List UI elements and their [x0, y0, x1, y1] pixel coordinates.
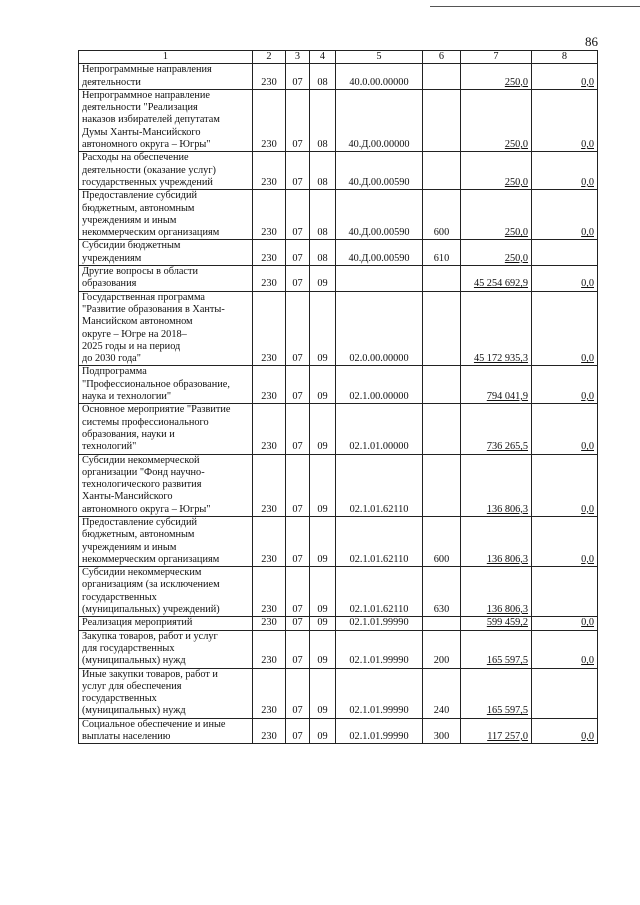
section-code-cell: 07 [286, 668, 310, 718]
section-code-cell: 07 [286, 64, 310, 90]
table-row [79, 567, 598, 617]
expense-type-cell [423, 454, 461, 516]
amount-cell: 250,0 [461, 240, 532, 266]
section-code-cell: 07 [286, 630, 310, 668]
target-code-cell: 02.1.01.62110 [336, 516, 423, 566]
expense-type-cell: 600 [423, 190, 461, 240]
admin-code-cell: 230 [253, 718, 286, 744]
section-code-cell: 07 [286, 89, 310, 151]
admin-code-cell: 230 [253, 617, 286, 630]
extra-amount-cell: 0,0 [532, 291, 598, 366]
target-code-cell: 40.Д.00.00000 [336, 89, 423, 151]
target-code-cell: 02.1.01.62110 [336, 454, 423, 516]
section-code-cell: 07 [286, 718, 310, 744]
amount-cell: 250,0 [461, 152, 532, 190]
amount-cell: 45 172 935,3 [461, 291, 532, 366]
row-name-cell: Другие вопросы в области образования [79, 266, 253, 292]
amount-cell: 599 459,2 [461, 617, 532, 630]
table-row [79, 240, 598, 266]
table-row [79, 89, 598, 151]
section-code-cell: 07 [286, 567, 310, 617]
table-row [79, 454, 598, 516]
page-number: 86 [585, 34, 598, 49]
admin-code-cell: 230 [253, 668, 286, 718]
extra-amount-cell: 0,0 [532, 190, 598, 240]
target-code-cell: 02.1.00.00000 [336, 366, 423, 404]
row-name-cell: Расходы на обеспечение деятельности (оказание услуг) государственных учреждений [79, 152, 253, 190]
row-name-cell: Предоставление субсидий бюджетным, автономным учреждениям и иным некоммерческим организациям [79, 516, 253, 566]
expense-type-cell: 610 [423, 240, 461, 266]
subsection-code-cell: 09 [310, 291, 336, 366]
expense-type-cell: 600 [423, 516, 461, 566]
extra-amount-cell: 0,0 [532, 152, 598, 190]
section-code-cell: 07 [286, 454, 310, 516]
subsection-code-cell: 09 [310, 718, 336, 744]
table-row [79, 718, 598, 744]
subsection-code-cell: 09 [310, 516, 336, 566]
row-name-cell: Субсидии некоммерческим организациям (за исключением государственных (муниципальных) учреждений) [79, 567, 253, 617]
row-name-cell: Закупка товаров, работ и услуг для государственных (муниципальных) нужд [79, 630, 253, 668]
amount-cell: 250,0 [461, 89, 532, 151]
expense-type-cell [423, 617, 461, 630]
row-name-cell: Непрограммное направление деятельности "Реализация наказов избирателей депутатам Думы Ханты-Мансийского автономного округа – Югры" [79, 89, 253, 151]
row-name-cell: Субсидии бюджетным учреждениям [79, 240, 253, 266]
header-cell: 7 [461, 51, 532, 64]
extra-amount-cell: 0,0 [532, 404, 598, 454]
section-code-cell: 07 [286, 516, 310, 566]
extra-amount-cell: 0,0 [532, 516, 598, 566]
row-name-cell: Подпрограмма "Профессиональное образование, наука и технологии" [79, 366, 253, 404]
extra-amount-cell: 0,0 [532, 89, 598, 151]
section-code-cell: 07 [286, 240, 310, 266]
target-code-cell: 02.1.01.62110 [336, 567, 423, 617]
subsection-code-cell: 09 [310, 617, 336, 630]
header-cell: 4 [310, 51, 336, 64]
extra-amount-cell: 0,0 [532, 366, 598, 404]
amount-cell: 165 597,5 [461, 668, 532, 718]
extra-amount-cell [532, 567, 598, 617]
expense-type-cell [423, 404, 461, 454]
admin-code-cell: 230 [253, 366, 286, 404]
row-name-cell: Основное мероприятие "Развитие системы профессионального образования, науки и технологий" [79, 404, 253, 454]
amount-cell: 794 041,9 [461, 366, 532, 404]
extra-amount-cell: 0,0 [532, 454, 598, 516]
target-code-cell: 02.1.01.99990 [336, 617, 423, 630]
section-code-cell: 07 [286, 152, 310, 190]
row-name-cell: Иные закупки товаров, работ и услуг для обеспечения государственных (муниципальных) нужд [79, 668, 253, 718]
amount-cell: 250,0 [461, 64, 532, 90]
expense-type-cell: 200 [423, 630, 461, 668]
admin-code-cell: 230 [253, 567, 286, 617]
admin-code-cell: 230 [253, 240, 286, 266]
row-name-cell: Реализация мероприятий [79, 617, 253, 630]
header-cell: 5 [336, 51, 423, 64]
expense-type-cell: 630 [423, 567, 461, 617]
amount-cell: 136 806,3 [461, 454, 532, 516]
admin-code-cell: 230 [253, 89, 286, 151]
extra-amount-cell [532, 668, 598, 718]
table-row [79, 190, 598, 240]
amount-cell: 736 265,5 [461, 404, 532, 454]
subsection-code-cell: 09 [310, 630, 336, 668]
extra-amount-cell: 0,0 [532, 617, 598, 630]
amount-cell: 165 597,5 [461, 630, 532, 668]
table-row [79, 516, 598, 566]
row-name-cell: Субсидии некоммерческой организации "Фонд научно- технологического развития Ханты-Мансийского автономного округа – Югры" [79, 454, 253, 516]
target-code-cell: 02.1.01.00000 [336, 404, 423, 454]
target-code-cell: 02.1.01.99990 [336, 718, 423, 744]
target-code-cell [336, 266, 423, 292]
subsection-code-cell: 09 [310, 266, 336, 292]
table-row [79, 291, 598, 366]
section-code-cell: 07 [286, 404, 310, 454]
admin-code-cell: 230 [253, 630, 286, 668]
target-code-cell: 02.1.01.99990 [336, 630, 423, 668]
section-code-cell: 07 [286, 190, 310, 240]
table-row [79, 266, 598, 292]
row-name-cell: Предоставление субсидий бюджетным, автономным учреждениям и иным некоммерческим организациям [79, 190, 253, 240]
extra-amount-cell: 0,0 [532, 718, 598, 744]
header-cell: 2 [253, 51, 286, 64]
admin-code-cell: 230 [253, 64, 286, 90]
row-name-cell: Государственная программа "Развитие образования в Ханты- Мансийском автономном округе – Югре на 2018– 2025 годы и на период до 2030 года" [79, 291, 253, 366]
subsection-code-cell: 08 [310, 89, 336, 151]
table-row [79, 617, 598, 630]
table-row [79, 668, 598, 718]
budget-table [78, 50, 598, 744]
expense-type-cell [423, 291, 461, 366]
target-code-cell: 02.1.01.99990 [336, 668, 423, 718]
admin-code-cell: 230 [253, 266, 286, 292]
expense-type-cell: 240 [423, 668, 461, 718]
target-code-cell: 02.0.00.00000 [336, 291, 423, 366]
extra-amount-cell: 0,0 [532, 630, 598, 668]
subsection-code-cell: 09 [310, 454, 336, 516]
header-cell: 1 [79, 51, 253, 64]
amount-cell: 250,0 [461, 190, 532, 240]
admin-code-cell: 230 [253, 516, 286, 566]
header-cell: 6 [423, 51, 461, 64]
row-name-cell: Социальное обеспечение и иные выплаты населению [79, 718, 253, 744]
subsection-code-cell: 09 [310, 366, 336, 404]
admin-code-cell: 230 [253, 190, 286, 240]
subsection-code-cell: 08 [310, 152, 336, 190]
amount-cell: 136 806,3 [461, 567, 532, 617]
admin-code-cell: 230 [253, 291, 286, 366]
table-row [79, 404, 598, 454]
subsection-code-cell: 09 [310, 668, 336, 718]
table-row [79, 152, 598, 190]
subsection-code-cell: 08 [310, 240, 336, 266]
amount-cell: 117 257,0 [461, 718, 532, 744]
section-code-cell: 07 [286, 617, 310, 630]
target-code-cell: 40.0.00.00000 [336, 64, 423, 90]
admin-code-cell: 230 [253, 152, 286, 190]
expense-type-cell [423, 64, 461, 90]
table-row [79, 64, 598, 90]
target-code-cell: 40.Д.00.00590 [336, 190, 423, 240]
admin-code-cell: 230 [253, 454, 286, 516]
header-cell: 3 [286, 51, 310, 64]
expense-type-cell [423, 266, 461, 292]
target-code-cell: 40.Д.00.00590 [336, 152, 423, 190]
row-name-cell: Непрограммные направления деятельности [79, 64, 253, 90]
table-row [79, 630, 598, 668]
subsection-code-cell: 09 [310, 567, 336, 617]
expense-type-cell: 300 [423, 718, 461, 744]
subsection-code-cell: 08 [310, 64, 336, 90]
expense-type-cell [423, 89, 461, 151]
admin-code-cell: 230 [253, 404, 286, 454]
top-border-line [430, 6, 640, 7]
target-code-cell: 40.Д.00.00590 [336, 240, 423, 266]
expense-type-cell [423, 152, 461, 190]
extra-amount-cell: 0,0 [532, 266, 598, 292]
amount-cell: 136 806,3 [461, 516, 532, 566]
expense-type-cell [423, 366, 461, 404]
amount-cell: 45 254 692,9 [461, 266, 532, 292]
subsection-code-cell: 08 [310, 190, 336, 240]
section-code-cell: 07 [286, 291, 310, 366]
header-cell: 8 [532, 51, 598, 64]
section-code-cell: 07 [286, 366, 310, 404]
extra-amount-cell [532, 240, 598, 266]
table-row [79, 366, 598, 404]
extra-amount-cell: 0,0 [532, 64, 598, 90]
subsection-code-cell: 09 [310, 404, 336, 454]
header-row [79, 51, 598, 64]
section-code-cell: 07 [286, 266, 310, 292]
